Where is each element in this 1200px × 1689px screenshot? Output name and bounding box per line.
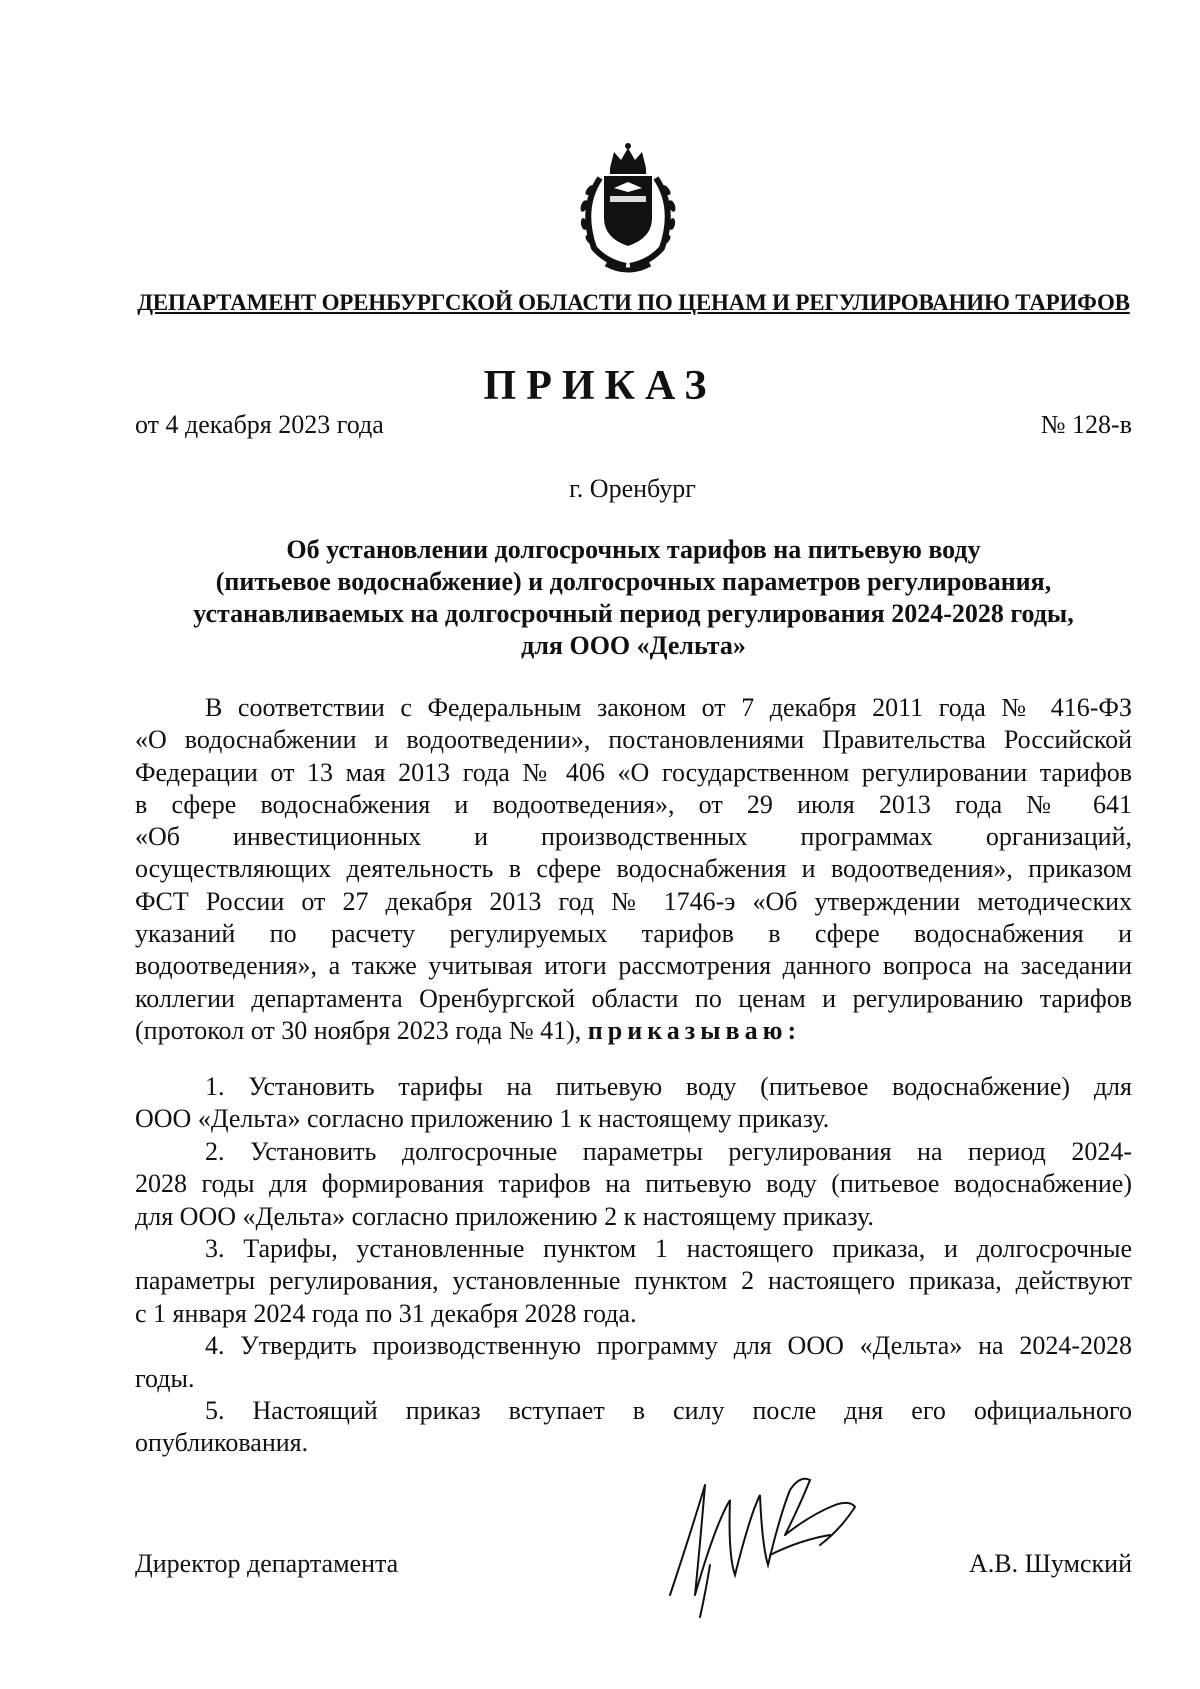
item-line: годы. bbox=[135, 1363, 195, 1393]
item-line: параметры регулирования, установленные пунктом 2 настоящего приказа, действуют bbox=[135, 1266, 1132, 1296]
order-item-5 bbox=[135, 1395, 1132, 1460]
preamble-line: коллегии департамента Оренбургской области по ценам и регулированию тарифов bbox=[135, 983, 1132, 1013]
preamble-line: в сфере водоснабжения и водоотведения», от 29 июля 2013 года № 641 bbox=[135, 789, 1132, 819]
preamble-line: В соответствии с Федеральным законом от 7 декабря 2011 года № 416-ФЗ bbox=[205, 693, 1132, 722]
signatory-name: А.В. Шумский bbox=[969, 1549, 1132, 1578]
preamble-paragraph bbox=[135, 692, 1132, 1047]
preamble-line: водоотведения», а также учитывая итоги рассмотрения данного вопроса на заседании bbox=[135, 951, 1132, 981]
item-line: 5. Настоящий приказ вступает в силу после дня его официального bbox=[205, 1396, 1132, 1426]
preamble-last-line bbox=[135, 1015, 1132, 1047]
signatory-position: Директор департамента bbox=[135, 1549, 399, 1578]
preamble-line: (протокол от 30 ноября 2023 года № 41), bbox=[135, 1015, 582, 1045]
subject-line: Об установлении долгосрочных тарифов на питьевую воду bbox=[286, 535, 981, 564]
order-item-3 bbox=[135, 1233, 1132, 1330]
order-item-4 bbox=[135, 1330, 1132, 1395]
document-date: от 4 декабря 2023 года bbox=[135, 410, 384, 439]
order-item-2 bbox=[135, 1136, 1132, 1233]
preamble-line: ФСТ России от 27 декабря 2013 год № 1746-э «Об утверждении методических bbox=[135, 886, 1132, 916]
document-number: № 128-в bbox=[1040, 410, 1132, 439]
subject-line: (питьевое водоснабжение) и долгосрочных параметров регулирования, bbox=[215, 567, 1052, 596]
department-name: ДЕПАРТАМЕНТ ОРЕНБУРГСКОЙ ОБЛАСТИ ПО ЦЕНАМ И РЕГУЛИРОВАНИЮ ТАРИФОВ bbox=[137, 290, 1130, 315]
order-item-1 bbox=[135, 1071, 1132, 1136]
item-line: опубликования. bbox=[135, 1428, 309, 1458]
item-line: 4. Утвердить производственную программу для ООО «Дельта» на 2024-2028 bbox=[205, 1331, 1132, 1361]
document-subject bbox=[135, 534, 1132, 662]
item-line: 2028 годы для формирования тарифов на питьевую воду (питьевое водоснабжение) bbox=[135, 1169, 1132, 1199]
subject-line: устанавливаемых на долгосрочный период регулирования 2024-2028 годы, bbox=[193, 599, 1074, 628]
preamble-line: «О водоснабжении и водоотведении», постановлениями Правительства Российской bbox=[135, 725, 1132, 755]
coat-of-arms-emblem bbox=[566, 138, 690, 278]
document-city: г. Оренбург bbox=[569, 474, 696, 503]
handwritten-signature bbox=[650, 1445, 880, 1620]
preamble-line: указаний по расчету регулируемых тарифов в сфере водоснабжения и bbox=[135, 919, 1132, 949]
item-line: 3. Тарифы, установленные пунктом 1 настоящего приказа, и долгосрочные bbox=[205, 1234, 1132, 1264]
order-word: приказываю: bbox=[587, 1015, 802, 1045]
item-line: с 1 января 2024 года по 31 декабря 2028 года. bbox=[135, 1298, 637, 1328]
document-title: ПРИКАЗ bbox=[483, 363, 717, 409]
preamble-line: осуществляющих деятельность в сфере водоснабжения и водоотведения», приказом bbox=[135, 854, 1132, 884]
order-items bbox=[135, 1071, 1132, 1460]
item-line: 2. Установить долгосрочные параметры регулирования на период 2024- bbox=[205, 1136, 1132, 1166]
preamble-line: «Об инвестиционных и производственных программах организаций, bbox=[135, 822, 1132, 852]
item-line: для ООО «Дельта» согласно приложению 2 к настоящему приказу. bbox=[135, 1201, 874, 1231]
item-line: 1. Установить тарифы на питьевую воду (питьевое водоснабжение) для bbox=[205, 1072, 1132, 1101]
preamble-line: Федерации от 13 мая 2013 года № 406 «О государственном регулировании тарифов bbox=[135, 757, 1132, 787]
item-line: ООО «Дельта» согласно приложению 1 к настоящему приказу. bbox=[135, 1104, 830, 1134]
subject-line: для ООО «Дельта» bbox=[521, 631, 746, 660]
